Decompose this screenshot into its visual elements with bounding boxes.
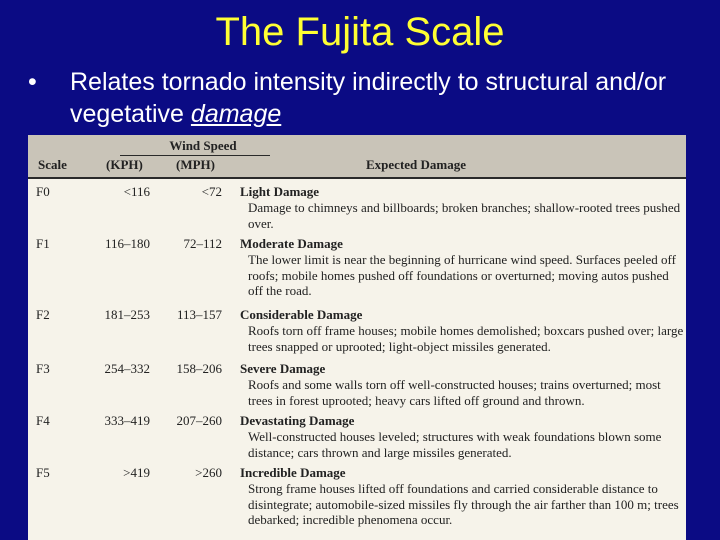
cell-mph: 158–206 [176,361,222,376]
header-mph: (MPH) [176,157,215,172]
header-kph: (KPH) [106,157,143,172]
header-expected-damage: Expected Damage [366,157,467,172]
cell-damage-desc: Roofs and some walls torn off well-constructed houses; trains overturned; most trees in forest uprooted; heavy cars lifted off ground and thrown. [248,377,661,408]
cell-kph: 333–419 [104,413,150,428]
cell-mph: >260 [195,465,222,480]
cell-damage-desc: Well-constructed houses leveled; structures with weak foundations blown some distance; cars thrown and large missiles generated. [248,429,662,460]
cell-damage-title: Incredible Damage [240,465,346,480]
cell-mph: 72–112 [183,236,222,251]
cell-kph: 254–332 [104,361,150,376]
header-wind-speed: Wind Speed [169,138,237,153]
cell-kph: 181–253 [104,307,150,322]
cell-scale: F5 [36,465,50,480]
cell-mph: 207–260 [176,413,222,428]
cell-kph: 116–180 [104,236,150,251]
cell-damage-title: Devastating Damage [240,413,355,428]
cell-damage-desc: Strong frame houses lifted off foundations and carried considerable distance to disintegrate; automobile-sized missiles fly through the air farther than 100 m; trees debarked; incredible phenomena occur. [248,481,679,527]
cell-kph: <116 [123,184,150,199]
bullet-dot-icon: • [28,68,37,96]
bullet-text-emphasis: damage [190,100,282,128]
bullet-text [28,66,708,130]
cell-scale: F1 [36,236,50,251]
cell-scale: F3 [36,361,50,376]
cell-damage-desc: Damage to chimneys and billboards; broken branches; shallow-rooted trees pushed over. [248,200,681,231]
header-scale: Scale [38,157,67,172]
cell-kph: >419 [123,465,150,480]
cell-damage-title: Moderate Damage [240,236,343,251]
cell-damage-title: Light Damage [240,184,320,199]
header-wind-speed-rule [120,155,270,156]
cell-scale: F0 [36,184,50,199]
cell-damage-desc: The lower limit is near the beginning of hurricane wind speed. Surfaces peeled off roofs; mobile homes pushed off foundations or overturned; moving autos pushed off the road. [248,252,676,298]
cell-damage-desc: Roofs torn off frame houses; mobile homes demolished; boxcars pushed over; large trees snapped or uprooted; light-object missiles generated. [248,323,684,354]
cell-mph: 113–157 [176,307,222,322]
cell-scale: F4 [36,413,50,428]
fujita-table [28,135,686,540]
cell-damage-title: Severe Damage [240,361,326,376]
cell-damage-title: Considerable Damage [240,307,363,322]
cell-scale: F2 [36,307,50,322]
table-header [28,135,686,179]
bullet-text-main: Relates tornado intensity indirectly to structural and/or vegetative [70,68,667,128]
cell-mph: <72 [201,184,222,199]
slide-title: The Fujita Scale [215,10,505,54]
bullet-point [28,66,708,130]
